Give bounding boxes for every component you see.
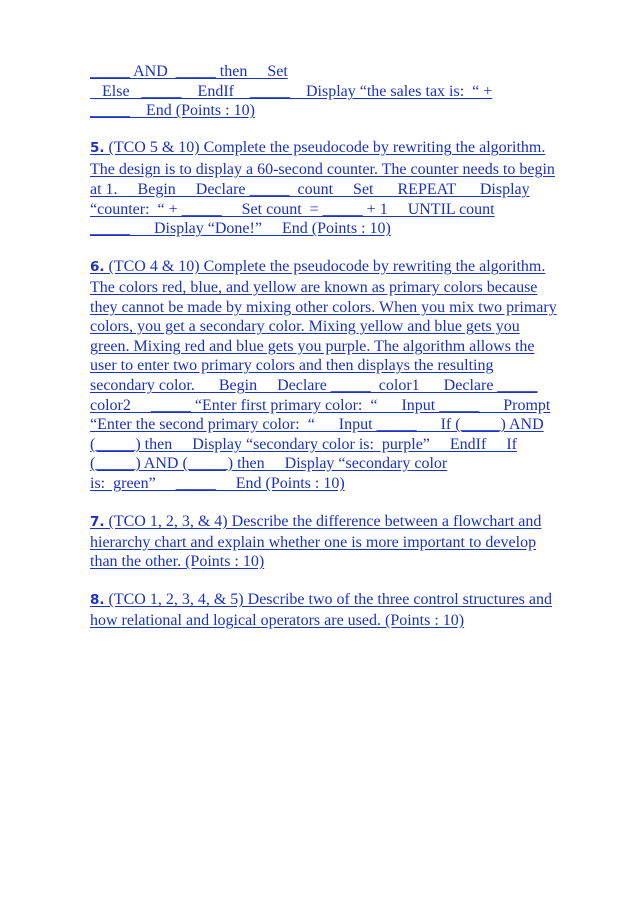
q5-line[interactable]: _____ Display “Done!” End (Points : 10) [90, 220, 391, 237]
question-number: 8. [90, 592, 105, 608]
q6-line[interactable]: The colors red, blue, and yellow are known as primary colors because [90, 279, 538, 296]
q5-line[interactable]: at 1. Begin Declare _____ count Set REPEAT Display [90, 181, 530, 198]
q6-line[interactable]: (_____) then Display “secondary color is: purple” EndIf If [90, 436, 517, 453]
q4-line[interactable]: Else _____ EndIf _____ Display “the sales tax is: “ + [90, 83, 493, 100]
question-number: 5. [90, 140, 105, 156]
q5-line[interactable] [90, 138, 545, 158]
q5-line[interactable]: The design is to display a 60-second counter. The counter needs to begin [90, 161, 555, 178]
question-number: 7. [90, 514, 105, 530]
q6-line[interactable]: secondary color. Begin Declare _____ color1 Declare _____ [90, 377, 538, 394]
q6-line[interactable] [90, 257, 545, 277]
q7-line[interactable] [90, 512, 541, 532]
q6-line[interactable]: colors, you get a secondary color. Mixing yellow and blue gets you [90, 318, 520, 335]
question-text: (TCO 5 & 10) Complete the pseudocode by rewriting the algorithm. [104, 139, 546, 156]
q6-line[interactable]: user to enter two primary colors and then displays the resulting [90, 357, 494, 374]
q5-line[interactable]: “counter: “ + _____ Set count = _____ + 1 UNTIL count [90, 201, 495, 218]
q4-line[interactable]: _____ AND _____ then Set [90, 63, 288, 80]
q8-line[interactable] [90, 590, 552, 610]
q7-line[interactable]: than the other. (Points : 10) [90, 553, 265, 570]
q6-line[interactable]: color2 _____ “Enter first primary color: “ Input _____ Prompt [90, 397, 551, 414]
q8-line[interactable]: how relational and logical operators are used. (Points : 10) [90, 612, 465, 629]
question-number: 6. [90, 259, 105, 275]
q4-line[interactable]: _____ End (Points : 10) [90, 102, 255, 119]
q6-line[interactable]: is: green” _____ End (Points : 10) [90, 475, 345, 492]
q7-line[interactable]: hierarchy chart and explain whether one is more important to develop [90, 534, 537, 551]
q6-line[interactable]: “Enter the second primary color: “ Input _____ If (_____) AND [90, 416, 544, 433]
question-text: (TCO 1, 2, 3, 4, & 5) Describe two of the three control structures and [104, 591, 552, 608]
q6-line[interactable]: (_____) AND (_____) then Display “secondary color [90, 455, 448, 472]
q6-line[interactable]: they cannot be made by mixing other colors. When you mix two primary [90, 299, 557, 316]
q6-line[interactable]: green. Mixing red and blue gets you purple. The algorithm allows the [90, 338, 535, 355]
question-text: (TCO 1, 2, 3, & 4) Describe the difference between a flowchart and [104, 513, 542, 530]
question-text: (TCO 4 & 10) Complete the pseudocode by rewriting the algorithm. [104, 258, 546, 275]
